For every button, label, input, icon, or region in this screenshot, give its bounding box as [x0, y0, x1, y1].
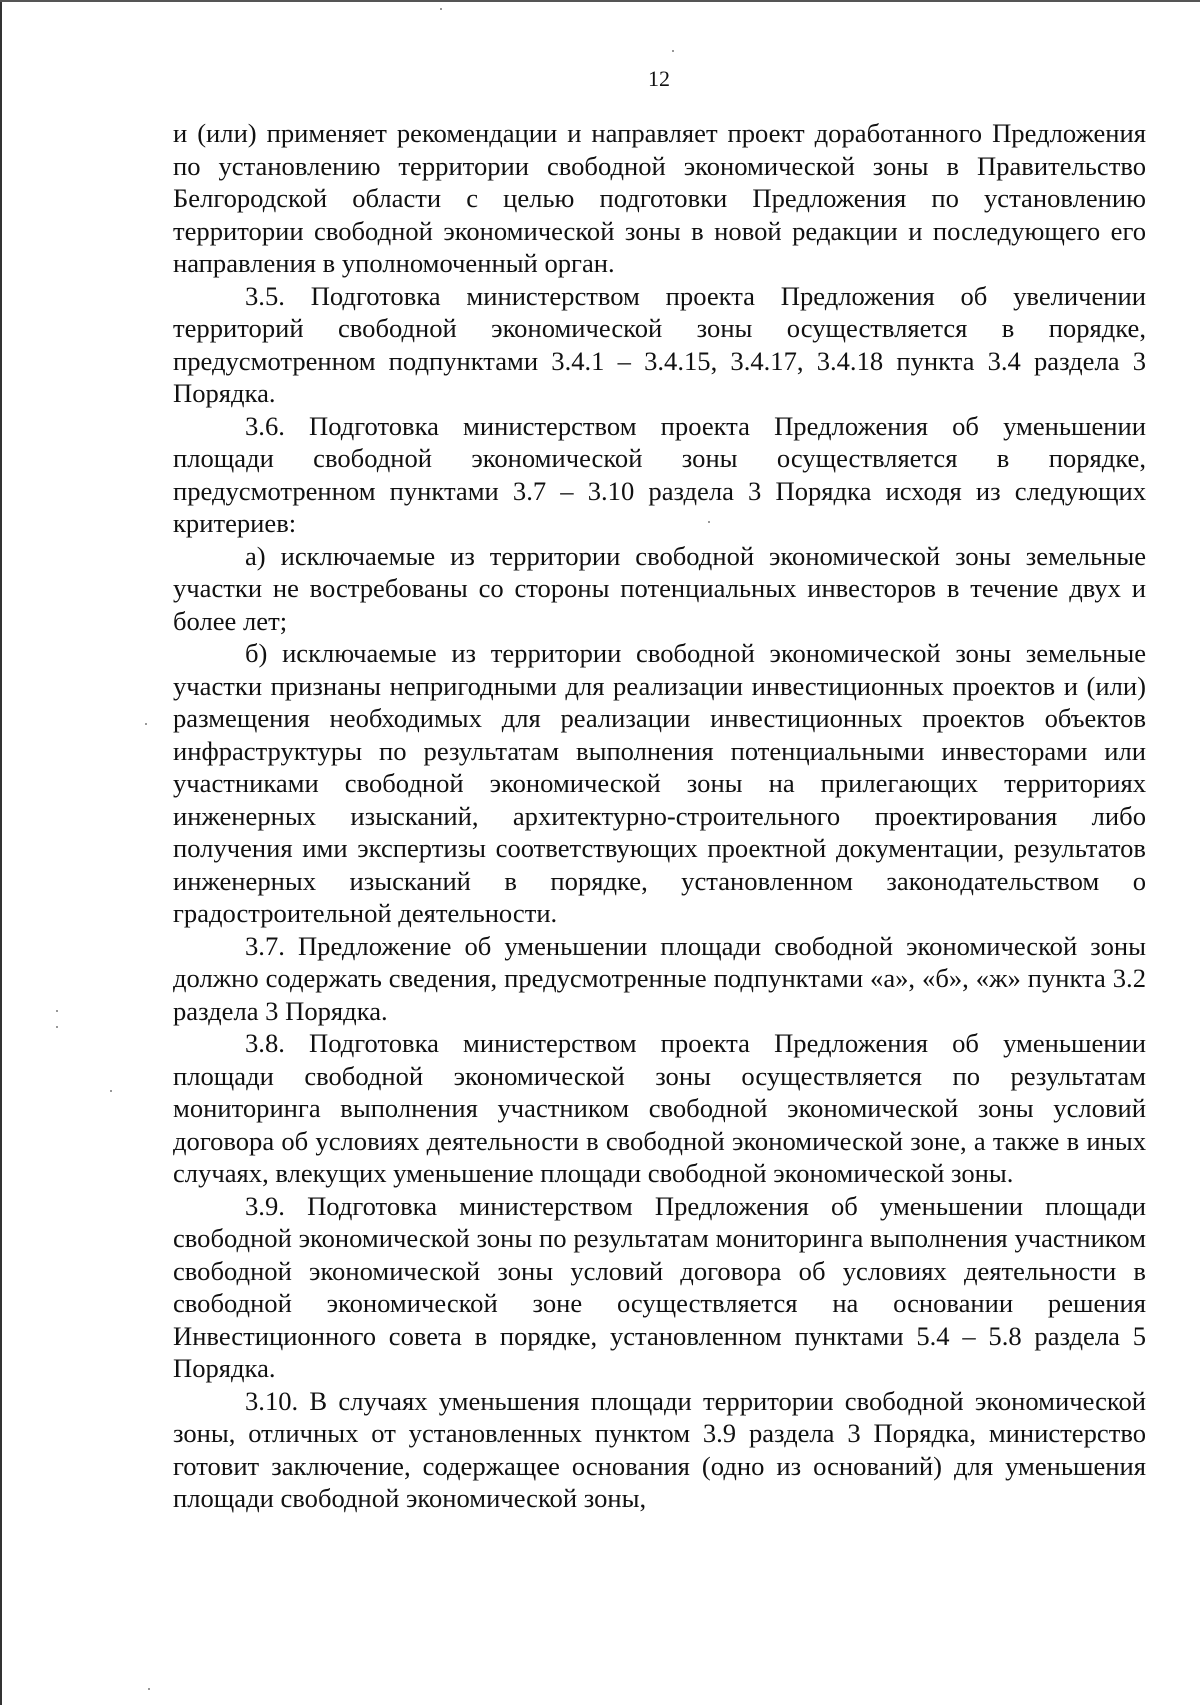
scan-speck: [145, 723, 147, 725]
scan-left-edge: [0, 0, 2, 1705]
document-body: [173, 117, 1146, 1515]
scan-speck: [56, 1010, 58, 1012]
paragraph-3-10: 3.10. В случаях уменьшения площади территории свободной экономической зоны, отличных от установленных пунктом 3.9 раздела 3 Порядка, министерство готовит заключение, содержащее основания (одно из оснований) для уменьшения площади свободной экономической зоны,: [173, 1385, 1146, 1513]
scan-top-edge: [0, 0, 1200, 2]
scan-speck: [148, 1688, 150, 1690]
page-number: 12: [648, 66, 670, 91]
scan-speck: [440, 8, 442, 10]
scan-speck: [672, 50, 674, 52]
paragraph-3-8: 3.8. Подготовка министерством проекта Предложения об уменьшении площади свободной экономической зоны осуществляется по результатам мониторинга выполнения участником свободной экономической зоны условий договора об условиях деятельности в свободной экономической зоне, а также в иных случаях, влекущих уменьшение площади свободной экономической зоны.: [173, 1028, 1146, 1188]
scan-speck: [110, 1090, 112, 1092]
scan-speck: [56, 1026, 58, 1028]
paragraph-3-6-b: б) исключаемые из территории свободной экономической зоны земельные участки признаны непригодными для реализации инвестиционных проектов и (или) размещения необходимых для реализации инвестиционных проектов объектов инфраструктуры по результатам выполнения потенциальными инвесторами или участниками свободной экономической зоны на прилегающих территориях инженерных изысканий, архитектурно-строительного проектирования либо получения ими экспертизы соответствующих проектной документации, результатов инженерных изысканий в порядке, установленном законодательством о градостроительной деятельности.: [173, 638, 1146, 928]
paragraph-3-6-a: а) исключаемые из территории свободной экономической зоны земельные участки не востребованы со стороны потенциальных инвесторов в течение двух и более лет;: [173, 540, 1146, 636]
paragraph-3-5: 3.5. Подготовка министерством проекта Предложения об увеличении территорий свободной экономической зоны осуществляется в порядке, предусмотренном подпунктами 3.4.1 – 3.4.15, 3.4.17, 3.4.18 пункта 3.4 раздела 3 Порядка.: [173, 280, 1146, 408]
paragraph-continuation: и (или) применяет рекомендации и направляет проект доработанного Предложения по установлению территории свободной экономической зоны в Правительство Белгородской области с целью подготовки Предложения по установлению территории свободной экономической зоны в новой редакции и последующего его направления в уполномоченный орган.: [173, 118, 1146, 278]
paragraph-3-7: 3.7. Предложение об уменьшении площади свободной экономической зоны должно содержать сведения, предусмотренные подпунктами «а», «б», «ж» пункта 3.2 раздела 3 Порядка.: [173, 930, 1146, 1026]
paragraph-3-6: 3.6. Подготовка министерством проекта Предложения об уменьшении площади свободной экономической зоны осуществляется в порядке, предусмотренном пунктами 3.7 – 3.10 раздела 3 Порядка исходя из следующих критериев:: [173, 410, 1146, 538]
paragraph-3-9: 3.9. Подготовка министерством Предложения об уменьшении площади свободной экономической зоны по результатам мониторинга выполнения участником свободной экономической зоны условий договора об условиях деятельности в свободной экономической зоне осуществляется на основании решения Инвестиционного совета в порядке, установленном пунктами 5.4 – 5.8 раздела 5 Порядка.: [173, 1190, 1146, 1383]
